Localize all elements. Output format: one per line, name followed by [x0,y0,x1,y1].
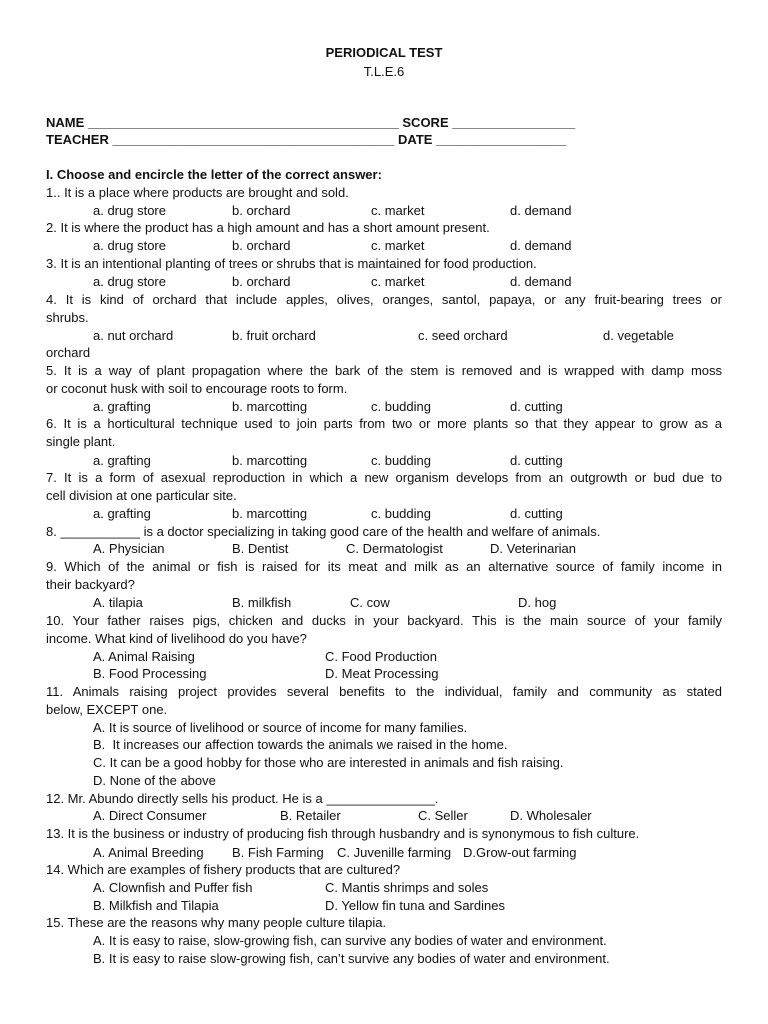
question-stem: 12. Mr. Abundo directly sells his product. He is a _______________. [46,791,439,806]
option-a[interactable]: A. Clownfish and Puffer fish [93,880,253,895]
option-c[interactable]: c. market [371,238,425,253]
option-c[interactable]: c. budding [371,399,431,414]
option-d[interactable]: d. cutting [510,453,563,468]
option-a[interactable]: A. It is easy to raise, slow-growing fish, can survive any bodies of water and environment. [93,933,607,948]
option-b[interactable]: B. Food Processing [93,666,207,681]
option-c[interactable]: C. cow [350,595,390,610]
option-b[interactable]: b. marcotting [232,453,308,468]
option-c[interactable]: C. It can be a good hobby for those who are interested in animals and fish raising. [93,755,564,770]
question-stem: 2. It is where the product has a high amount and has a short amount present. [46,220,490,235]
option-c[interactable]: C. Juvenille farming [337,845,452,860]
option-b[interactable]: b. marcotting [232,506,308,521]
question-stem: 15. These are the reasons why many people culture tilapia. [46,915,387,930]
option-d[interactable]: d. vegetable [603,328,674,343]
option-a[interactable]: a. grafting [93,399,151,414]
question-stem: 5. It is a way of plant propagation where the bark of the stem is removed and is wrapped with damp moss [46,363,722,378]
option-c[interactable]: C. Dermatologist [346,541,443,556]
option-b[interactable]: B. Dentist [232,541,289,556]
question-stem: 7. It is a form of asexual reproduction in which a new organism develops from an outgrowth or bud due to [46,470,722,485]
option-c[interactable]: C. Mantis shrimps and soles [325,880,489,895]
option-a[interactable]: a. nut orchard [93,328,174,343]
option-c[interactable]: C. Food Production [325,649,438,664]
option-d-continued: orchard [46,345,91,360]
option-b[interactable]: b. fruit orchard [232,328,316,343]
option-b[interactable]: B. milkfish [232,595,292,610]
option-b[interactable]: B. Fish Farming [232,845,324,860]
question-stem: 6. It is a horticultural technique used to join parts from two or more plants so that they appear to grow as a [46,416,722,431]
option-a[interactable]: a. drug store [93,203,166,218]
question-stem: 13. It is the business or industry of producing fish through husbandry and is synonymous to fish culture. [46,826,640,841]
option-c[interactable]: c. budding [371,506,431,521]
option-d[interactable]: d. cutting [510,506,563,521]
question-stem-continued: income. What kind of livelihood do you have? [46,631,307,646]
instructions: I. Choose and encircle the letter of the correct answer: [46,167,382,182]
option-b[interactable]: b. orchard [232,274,291,289]
option-d[interactable]: d. demand [510,238,572,253]
name-score-row[interactable]: NAME ___________________________________________ SCORE _________________ [46,115,576,130]
option-a[interactable]: A. Direct Consumer [93,808,207,823]
question-stem: 14. Which are examples of fishery products that are cultured? [46,862,401,877]
option-d[interactable]: d. cutting [510,399,563,414]
option-b[interactable]: b. orchard [232,203,291,218]
question-stem: 8. ___________ is a doctor specializing in taking good care of the health and welfare of animals. [46,524,601,539]
test-title: PERIODICAL TEST [325,45,443,60]
option-a[interactable]: A. Physician [93,541,165,556]
subject-code: T.L.E.6 [363,64,405,79]
question-stem-continued: shrubs. [46,310,89,325]
option-b[interactable]: b. orchard [232,238,291,253]
option-c[interactable]: c. market [371,203,425,218]
question-stem: 9. Which of the animal or fish is raised for its meat and milk as an alternative source of family income in [46,559,722,574]
option-d[interactable]: D. hog [518,595,557,610]
option-b[interactable]: B. It is easy to raise slow-growing fish, can’t survive any bodies of water and environment. [93,951,610,966]
option-d[interactable]: D. Meat Processing [325,666,439,681]
question-stem-continued: their backyard? [46,577,135,592]
question-stem: 1.. It is a place where products are brought and sold. [46,185,349,200]
option-c[interactable]: c. market [371,274,425,289]
option-d[interactable]: D. Yellow fin tuna and Sardines [325,898,505,913]
option-d[interactable]: D. None of the above [93,773,216,788]
question-stem: 11. Animals raising project provides several benefits to the individual, family and community as stated [46,684,722,699]
question-stem: 4. It is kind of orchard that include apples, olives, oranges, santol, papaya, or any fruit-bearing trees or [46,292,722,307]
option-c[interactable]: C. Seller [418,808,468,823]
option-d[interactable]: d. demand [510,274,572,289]
option-d[interactable]: d. demand [510,203,572,218]
option-a[interactable]: a. grafting [93,453,151,468]
option-d[interactable]: D. Veterinarian [490,541,576,556]
teacher-date-row[interactable]: TEACHER _______________________________________ DATE __________________ [46,132,567,147]
option-b[interactable]: B. It increases our affection towards the animals we raised in the home. [93,737,508,752]
option-d[interactable]: D.Grow-out farming [463,845,577,860]
option-b[interactable]: B. Milkfish and Tilapia [93,898,219,913]
question-stem: 3. It is an intentional planting of trees or shrubs that is maintained for food production. [46,256,537,271]
option-a[interactable]: A. It is source of livelihood or source of income for many families. [93,720,468,735]
option-a[interactable]: A. tilapia [93,595,143,610]
option-a[interactable]: a. drug store [93,238,166,253]
option-a[interactable]: a. drug store [93,274,166,289]
option-a[interactable]: A. Animal Raising [93,649,195,664]
question-stem-continued: single plant. [46,434,116,449]
option-c[interactable]: c. budding [371,453,431,468]
option-a[interactable]: A. Animal Breeding [93,845,204,860]
question-stem: 10. Your father raises pigs, chicken and ducks in your backyard. This is the main source of your family [46,613,722,628]
question-stem-continued: cell division at one particular site. [46,488,237,503]
option-a[interactable]: a. grafting [93,506,151,521]
question-stem-continued: or coconut husk with soil to encourage roots to form. [46,381,348,396]
question-stem-continued: below, EXCEPT one. [46,702,168,717]
option-c[interactable]: c. seed orchard [418,328,508,343]
option-b[interactable]: b. marcotting [232,399,308,414]
option-d[interactable]: D. Wholesaler [510,808,592,823]
option-b[interactable]: B. Retailer [280,808,341,823]
